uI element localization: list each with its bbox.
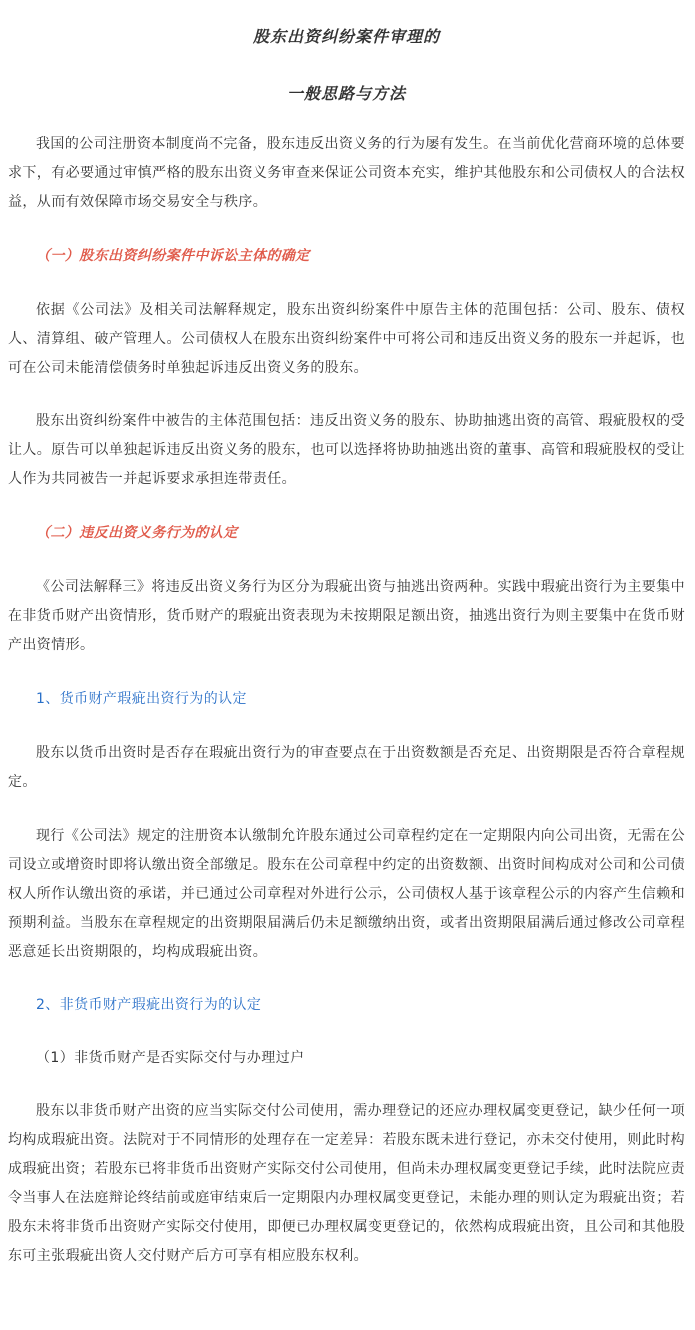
section2-paragraph-1: 《公司法解释三》将违反出资义务行为区分为瑕疵出资与抽逃出资两种。实践中瑕疵出资行为主要集中在非货币财产出资情形，货币财产的瑕疵出资表现为未按期限足额出资，抽逃出资行为则主要集中在货币财产出资情形。 — [8, 579, 685, 653]
section2-heading: （二）违反出资义务行为的认定 — [36, 525, 238, 541]
subsection1-paragraph-2: 现行《公司法》规定的注册资本认缴制允许股东通过公司章程约定在一定期限内向公司出资，无需在公司设立或增资时即将认缴出资全部缴足。股东在公司章程中约定的出资数额、出资时间构成对公司和公司债权人所作认缴出资的承诺，并已通过公司章程对外进行公示，公司债权人基于该章程公示的内容产生信赖和预期利益。当股东在章程规定的出资期限届满后仍未足额缴纳出资，或者出资期限届满后通过修改公司章程恶意延长出资期限的，均构成瑕疵出资。 — [8, 828, 685, 960]
subsection2-item1: （1）非货币财产是否实际交付与办理过户 — [36, 1050, 305, 1066]
article-title-line1: 股东出资纠纷案件审理的 — [252, 27, 440, 46]
section1-heading: （一）股东出资纠纷案件中诉讼主体的确定 — [36, 248, 310, 264]
subsection2-paragraph-1: 股东以非货币财产出资的应当实际交付公司使用，需办理登记的还应办理权属变更登记，缺少任何一项均构成瑕疵出资。法院对于不同情形的处理存在一定差异：若股东既未进行登记，亦未交付使用，则此时构成瑕疵出资；若股东已将非货币出资财产实际交付公司使用，但尚未办理权属变更登记手续，此时法院应责令当事人在法庭辩论终结前或庭审结束后一定期限内办理权属变更登记，未能办理的则认定为瑕疵出资；若股东未将非货币出资财产实际交付使用，即便已办理权属变更登记的，依然构成瑕疵出资，且公司和其他股东可主张瑕疵出资人交付财产后方可享有相应股东权利。 — [8, 1103, 685, 1264]
subsection1-paragraph-1: 股东以货币出资时是否存在瑕疵出资行为的审查要点在于出资数额是否充足、出资期限是否符合章程规定。 — [8, 745, 685, 790]
article-title-line2: 一般思路与方法 — [286, 84, 406, 103]
subsection2-heading: 2、非货币财产瑕疵出资行为的认定 — [36, 997, 262, 1013]
intro-paragraph: 我国的公司注册资本制度尚不完备，股东违反出资义务的行为屡有发生。在当前优化营商环境的总体要求下，有必要通过审慎严格的股东出资义务审查来保证公司资本充实，维护其他股东和公司债权人的合法权益，从而有效保障市场交易安全与秩序。 — [8, 136, 685, 210]
section1-paragraph-2: 股东出资纠纷案件中被告的主体范围包括：违反出资义务的股东、协助抽逃出资的高管、瑕疵股权的受让人。原告可以单独起诉违反出资义务的股东，也可以选择将协助抽逃出资的董事、高管和瑕疵股权的受让人作为共同被告一并起诉要求承担连带责任。 — [8, 413, 685, 487]
subsection1-heading: 1、货币财产瑕疵出资行为的认定 — [36, 691, 247, 707]
section1-paragraph-1: 依据《公司法》及相关司法解释规定，股东出资纠纷案件中原告主体的范围包括：公司、股东、债权人、清算组、破产管理人。公司债权人在股东出资纠纷案件中可将公司和违反出资义务的股东一并起诉，也可在公司未能清偿债务时单独起诉违反出资义务的股东。 — [8, 302, 685, 376]
